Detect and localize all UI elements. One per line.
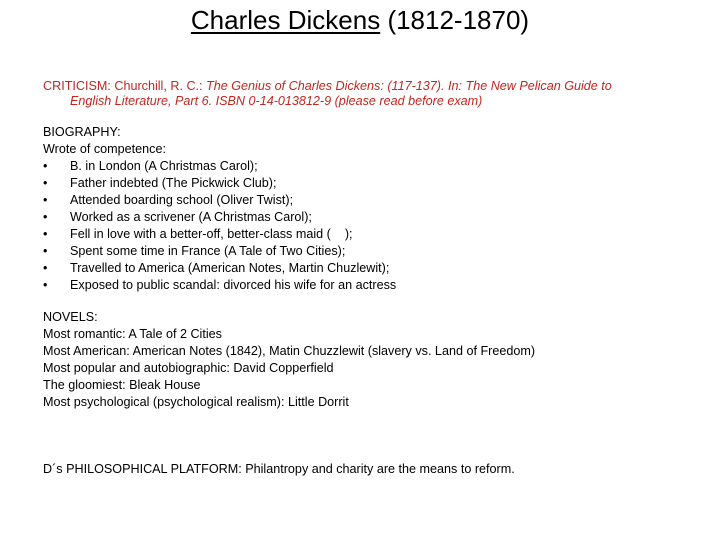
novels-line: The gloomiest: Bleak House	[43, 378, 201, 392]
list-item-text: Travelled to America (American Notes, Martin Chuzlewit);	[70, 261, 390, 275]
bullet-icon: •	[43, 176, 48, 190]
list-item	[43, 192, 703, 209]
novels-heading: NOVELS:	[43, 310, 98, 324]
bullet-icon: •	[43, 210, 48, 224]
novels-line: Most American: American Notes (1842), Matin Chuzzlewit (slavery vs. Land of Freedom)	[43, 344, 536, 358]
list-item-text: Spent some time in France (A Tale of Two Cities);	[70, 244, 346, 258]
bullet-icon: •	[43, 193, 48, 207]
criticism-first-line	[43, 79, 693, 94]
list-item	[43, 209, 703, 226]
list-item	[43, 226, 703, 243]
biography-heading: BIOGRAPHY:	[43, 125, 121, 139]
list-item-text: Fell in love with a better-off, better-class maid ( );	[70, 227, 353, 241]
page-title	[0, 4, 720, 36]
novels-line: Most psychological (psychological realism): Little Dorrit	[43, 395, 349, 409]
list-item-text: Father indebted (The Pickwick Club);	[70, 176, 277, 190]
biography-list	[43, 158, 703, 294]
author-years: (1812-1870)	[387, 5, 530, 35]
bullet-icon: •	[43, 278, 48, 292]
bullet-icon: •	[43, 261, 48, 275]
list-item	[43, 277, 703, 294]
criticism-work: The Genius of Charles Dickens: (117-137). In: The New Pelican Guide to	[206, 79, 612, 93]
list-item	[43, 175, 703, 192]
list-item	[43, 243, 703, 260]
bullet-icon: •	[43, 227, 48, 241]
bullet-icon: •	[43, 159, 48, 173]
criticism-continuation: English Literature, Part 6. ISBN 0-14-013812-9 (please read before exam)	[70, 94, 483, 108]
biography-section	[43, 124, 703, 294]
author-name: Charles Dickens	[190, 5, 381, 35]
novels-line: Most romantic: A Tale of 2 Cities	[43, 327, 222, 341]
philosophical-platform	[43, 461, 703, 478]
bullet-icon: •	[43, 244, 48, 258]
novels-section	[43, 309, 703, 411]
list-item-text: Worked as a scrivener (A Christmas Carol);	[70, 210, 312, 224]
list-item	[43, 260, 703, 277]
novels-line: Most popular and autobiographic: David Copperfield	[43, 361, 334, 375]
list-item-text: B. in London (A Christmas Carol);	[70, 159, 258, 173]
list-item	[43, 158, 703, 175]
list-item-text: Attended boarding school (Oliver Twist);	[70, 193, 294, 207]
list-item-text: Exposed to public scandal: divorced his wife for an actress	[70, 278, 397, 292]
criticism-section	[43, 79, 693, 109]
platform-text: D´s PHILOSOPHICAL PLATFORM: Philantropy and charity are the means to reform.	[43, 462, 515, 476]
biography-intro: Wrote of competence:	[43, 142, 166, 156]
criticism-prefix: CRITICISM: Churchill, R. C.:	[43, 79, 207, 93]
